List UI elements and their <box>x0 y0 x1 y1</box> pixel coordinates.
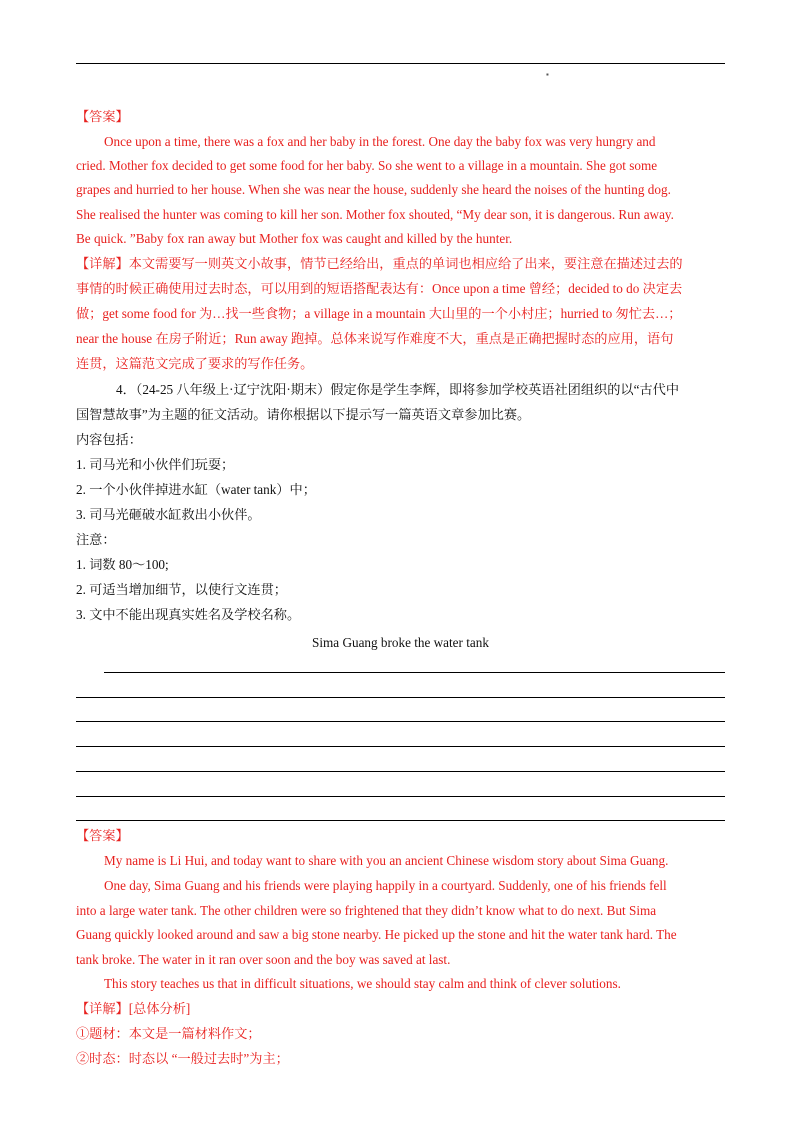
detail-line: 事情的时候正确使用过去时态，可以用到的短语搭配表达有：Once upon a time 曾经；decided to do 决定去 <box>76 281 683 296</box>
detail-line <box>76 254 725 274</box>
answer-paragraph-line: cried. Mother fox decided to get some food for her baby. So she went to a village in a mountain. She got some <box>76 158 658 173</box>
content-label: 内容包括： <box>76 432 142 447</box>
content-item: 3. 司马光砸破水缸救出小伙伴。 <box>76 507 261 522</box>
question-4-line: 4．（24-25 八年级上·辽宁沈阳·期末）假定你是学生李辉，即将参加学校英语社团组织的以“古代中 <box>116 382 680 397</box>
detail-line: near the house 在房子附近；Run away 跑掉。总体来说写作难度不大，重点是正确把握时态的应用，语句 <box>76 331 674 346</box>
detail-line <box>76 999 725 1019</box>
detail-label: 【详解】 <box>76 1001 129 1016</box>
answer-paragraph-line: She realised the hunter was coming to kill her son. Mother fox shouted, “My dear son, it is dangerous. Run away. <box>76 207 674 222</box>
answer-label: 【答案】 <box>76 109 129 124</box>
notes-item: 1. 词数 80～100; <box>76 557 169 572</box>
notes-item: 2. 可适当增加细节，以使行文连贯； <box>76 582 287 597</box>
writing-line <box>76 746 725 747</box>
detail-line: 连贯，这篇范文完成了要求的写作任务。 <box>76 356 314 371</box>
writing-line <box>76 697 725 698</box>
writing-line <box>104 672 725 673</box>
content-item: 1. 司马光和小伙伴们玩耍； <box>76 457 235 472</box>
answer-paragraph-line: grapes and hurried to her house. When she was near the house, suddenly she heard the noises of the hunting dog. <box>76 182 671 197</box>
detail-label: 【详解】 <box>76 256 129 271</box>
detail-text: [总体分析] <box>128 1001 191 1016</box>
answer-paragraph-line: This story teaches us that in difficult situations, we should stay calm and think of clever solutions. <box>104 976 621 991</box>
writing-line <box>76 820 725 821</box>
question-4-line: 国智慧故事”为主题的征文活动。请你根据以下提示写一篇英语文章参加比赛。 <box>76 407 531 422</box>
answer-paragraph-line: My name is Li Hui, and today want to share with you an ancient Chinese wisdom story about Sima Guang. <box>104 853 669 868</box>
content-item: 2. 一个小伙伴掉进水缸（water tank）中； <box>76 482 316 497</box>
answer-label: 【答案】 <box>76 828 129 843</box>
writing-line <box>76 771 725 772</box>
answer-paragraph-line: Be quick. ”Baby fox ran away but Mother fox was caught and killed by the hunter. <box>76 231 513 246</box>
detail-text: 本文需要写一则英文小故事，情节已经给出，重点的单词也相应给了出来，要注意在描述过去的 <box>128 256 683 271</box>
detail-line: 做；get some food for 为…找一些食物；a village in a mountain 大山里的一个小村庄；hurried to 匆忙去…； <box>76 306 682 321</box>
notes-item: 3. 文中不能出现真实姓名及学校名称。 <box>76 607 301 622</box>
writing-line <box>76 796 725 797</box>
header-rule <box>76 63 725 64</box>
detail-item: ①题材：本文是一篇材料作文； <box>76 1026 261 1041</box>
detail-item: ②时态：时态以 “一般过去时”为主； <box>76 1051 289 1066</box>
answer-paragraph-line: Once upon a time, there was a fox and her baby in the forest. One day the baby fox was very hungry and <box>104 134 656 149</box>
answer-paragraph-line: tank broke. The water in it ran over soon and the boy was saved at last. <box>76 952 451 967</box>
answer-paragraph-line: One day, Sima Guang and his friends were playing happily in a courtyard. Suddenly, one of his friends fell <box>104 878 667 893</box>
notes-label: 注意： <box>76 532 116 547</box>
answer-paragraph-line: Guang quickly looked around and saw a big stone nearby. He picked up the stone and hit the water tank hard. The <box>76 927 677 942</box>
header-dot: ▪ <box>546 70 549 79</box>
essay-title: Sima Guang broke the water tank <box>312 635 489 650</box>
answer-paragraph-line: into a large water tank. The other children were so frightened that they didn’t know what to do next. But Sima <box>76 903 657 918</box>
writing-line <box>76 721 725 722</box>
